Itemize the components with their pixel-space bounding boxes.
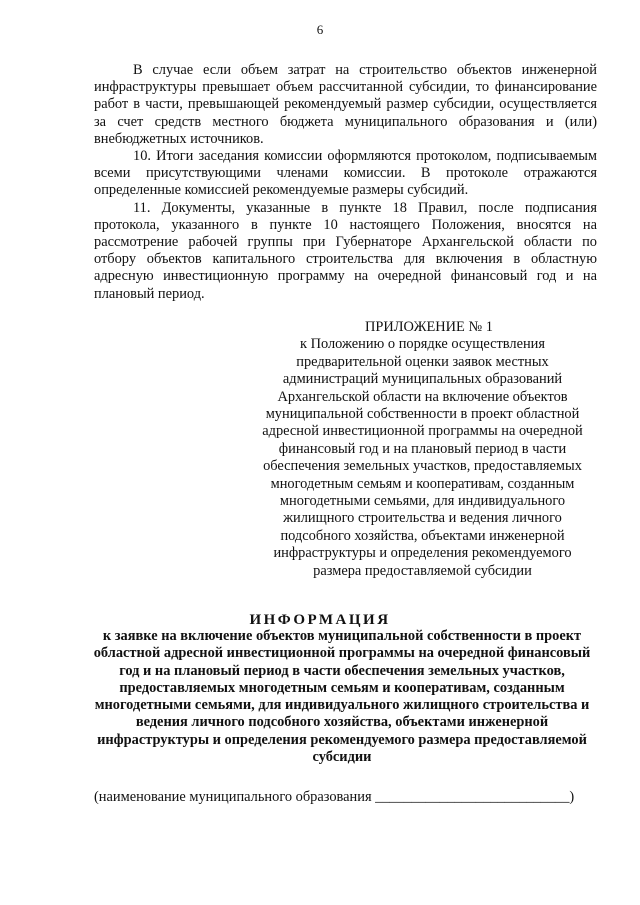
paragraph-documents-submission: 11. Документы, указанные в пункте 18 Правил, после подписания протокола, указанного в пункте 10 настоящего Положения, вносятся на рассмотрение рабочей группы при Губернаторе Архангельской области по отбору объектов капитального строительства для включения в областную адресную инвестиционную программу на очередной финансовый год и на плановый период. <box>94 199 597 302</box>
information-subtitle: к заявке на включение объектов муниципальной собственности в проект областной адресной инвестиционной программы на очередной финансовый год и на плановый период в части обеспечения земельных участков, предоставляемых многодетным семьям и кооперативам, созданным многодетными семьями, для индивидуального жилищного строительства и ведения личного подсобного хозяйства, объектами инженерной инфраструктуры и определения рекомендуемого размера предоставляемой субсидии <box>93 628 591 766</box>
appendix-label: ПРИЛОЖЕНИЕ № 1 <box>365 319 493 335</box>
appendix-text: к Положению о порядке осуществления предварительной оценки заявок местных администраций муниципальных образований Архангельской области на включение объектов муниципальной собственности в проект областной адресной инвестиционной программы на очередной финансовый год и на плановый период в части обеспечения земельных участков, предоставляемых многодетным семьям и кооперативам, созданным многодетными семьями, для индивидуального жилищного строительства и ведения личного подсобного хозяйства, объектами инженерной инфраструктуры и определения рекомендуемого размера предоставляемой субсидии <box>262 336 583 579</box>
municipality-name-field: (наименование муниципального образования ___________________________) <box>94 789 575 805</box>
paragraph-subsidy-costs: В случае если объем затрат на строительство объектов инженерной инфраструктуры превышает объем рассчитанной субсидии, то финансирование работ в части, превышающей рекомендуемый размер субсидии, осуществляется за счет средств местного бюджета муниципального образования и (или) внебюджетных источников. <box>94 62 597 147</box>
page-number: 6 <box>316 22 324 37</box>
paragraph-commission-results: 10. Итоги заседания комиссии оформляются протоколом, подписываемым всеми присутствующими членами комиссии. В протоколе отражаются определенные комиссией рекомендуемые размеры субсидий. <box>94 148 597 199</box>
information-title: ИНФОРМАЦИЯ <box>249 612 391 628</box>
appendix-block <box>250 319 595 580</box>
body-text <box>94 62 597 303</box>
